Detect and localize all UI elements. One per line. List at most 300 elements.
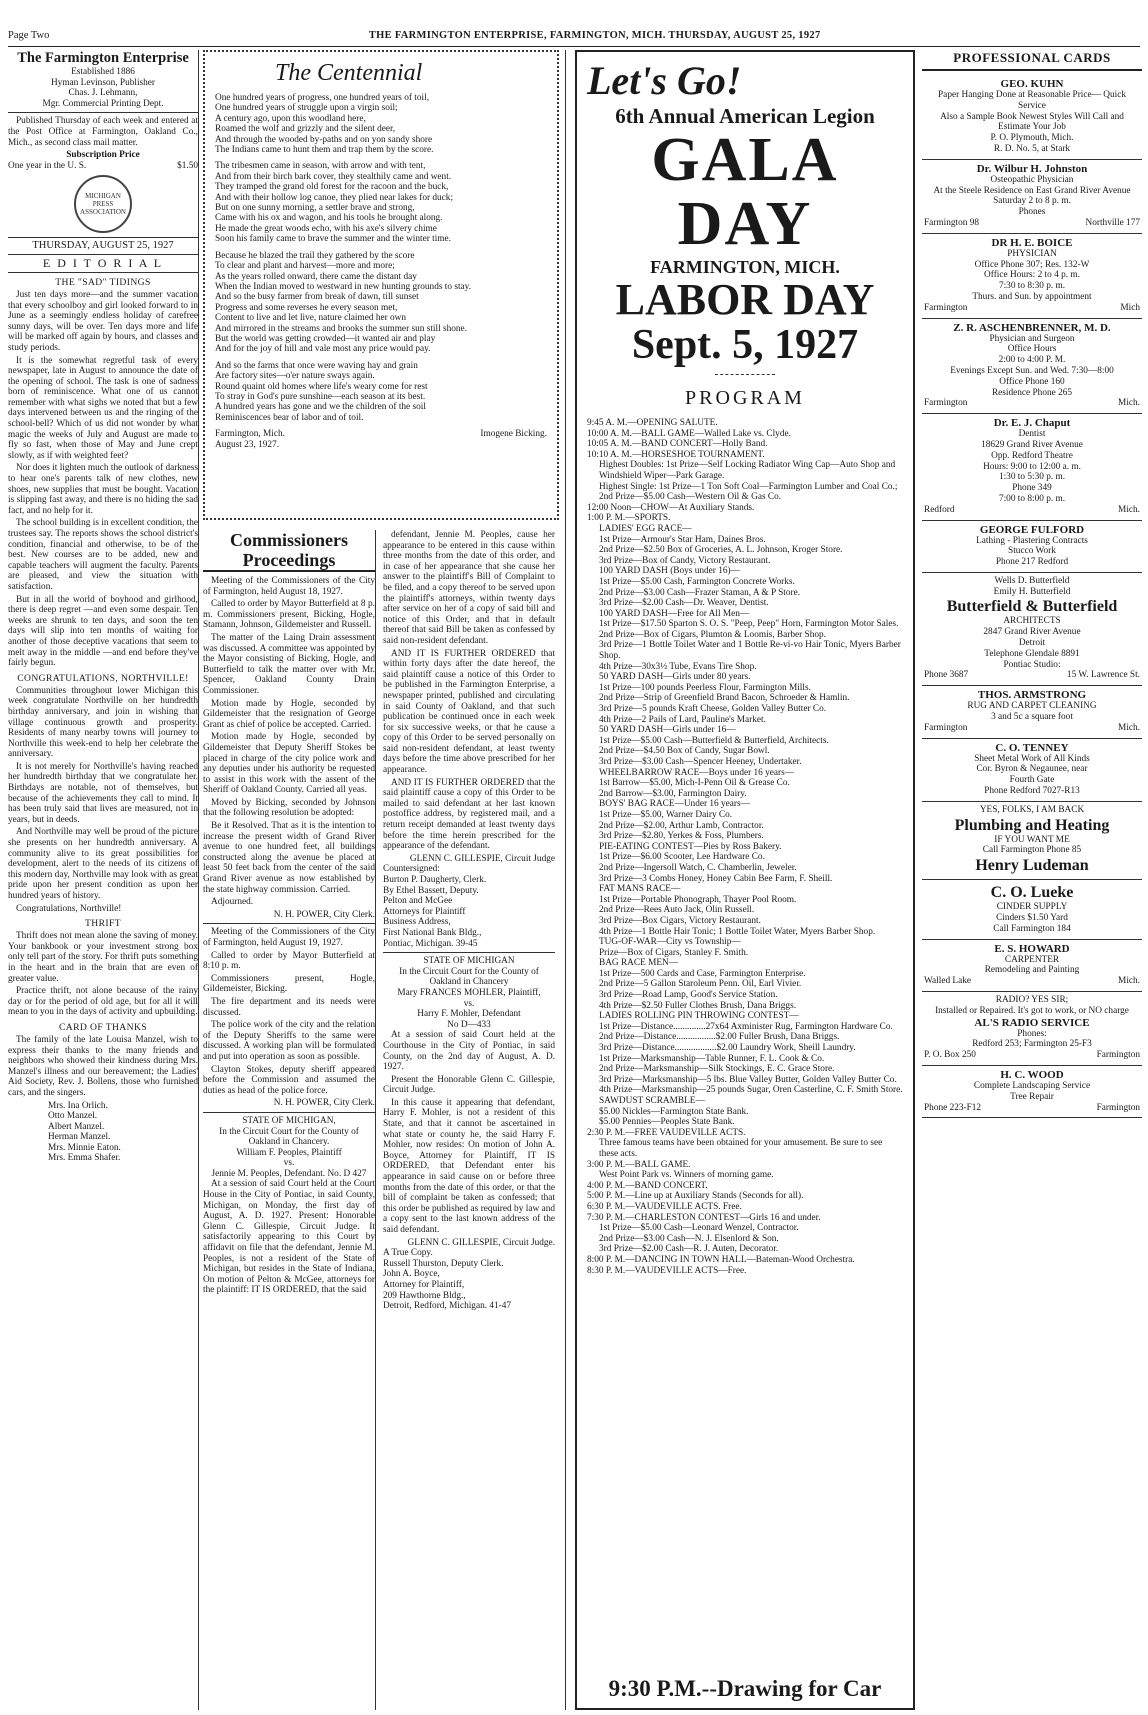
poem-stanza (215, 161, 547, 244)
card-footer (924, 303, 1140, 314)
program-item: 1st Prize—$6.00 Scooter, Lee Hardware Co. (599, 852, 765, 863)
card-line: 2847 Grand River Avenue (983, 627, 1081, 638)
annual-legion-line: 6th Annual American Legion (615, 104, 875, 128)
program-item: 8:30 P. M.—VAUDEVILLE ACTS—Free. (587, 1265, 747, 1276)
card-name: H. C. WOOD (1000, 1069, 1064, 1081)
program-item: 2nd Prize—$4.50 Box of Candy, Sugar Bowl. (599, 746, 770, 757)
poem-line: Roamed the wolf and grizzly and the silent deer, (215, 124, 396, 135)
countersigned-line: By Ethel Bassett, Deputy. (383, 885, 479, 896)
labor-day-headline: LABOR DAY (615, 275, 875, 324)
card-footer (924, 723, 1140, 734)
card-line: YES, FOLKS, I AM BACK (979, 804, 1085, 815)
legal-header-line: vs. (463, 998, 475, 1009)
staff-line: Chas. J. Lehmann, (68, 88, 138, 99)
program-item: 3rd Prize—Distance..................$2.00 Laundry Work, Sheill Laundry. (599, 1043, 856, 1054)
card-line: Phones (1018, 207, 1046, 218)
card-name: Z. R. ASCHENBRENNER, M. D. (953, 321, 1111, 334)
card-footer-text: Mich. (1118, 504, 1140, 515)
paragraph: Motion made by Hogle, seconded by Gildemeister that Deputy Sheriff Stokes be placed in charge of the city police work and any deputies under his authority be requested to assist in this work with the assent of the Sheriff of Oakland County. Carried all yeas. (203, 732, 375, 796)
legal-notice-peoples-text: At a session of said Court held at the Court House in the City of Pontiac, in said County, Michigan, on Monday, the first day of August, A. D. 1927. Present: Honorable Glenn C. Gillespie, Circuit Judge. It satisfactorily appearing to this Court by affidavit on file that the defendant, Jennie M. Peoples, is not a resident of the State of Michigan, but resides in the State of Indiana, On motion of Pelton & McGee, attorneys for the plaintiff: IT IS ORDERED, that the said (203, 1179, 375, 1296)
card-line: Pontiac Studio: (1003, 659, 1061, 670)
countersigned-line: Countersigned: (383, 864, 440, 875)
card-line: RUG AND CARPET CLEANING (967, 701, 1097, 712)
thrift-heading: THRIFT (85, 918, 121, 930)
card-footer-text: Phone 223-F12 (924, 1102, 982, 1113)
program-item: FAT MANS RACE— (599, 884, 681, 895)
card-line: Evenings Except Sun. and Wed. 7:30—8:00 (950, 365, 1114, 376)
card-line: Complete Landscaping Service (973, 1081, 1091, 1091)
staff-line: Mgr. Commercial Printing Dept. (42, 98, 164, 109)
paragraph: Commissioners present, Hogle, Gildemeister, Bicking. (203, 973, 375, 995)
farmington-line: FARMINGTON, MICH. (650, 257, 840, 277)
card-footer-text: Farmington 98 (924, 217, 980, 228)
subscription-label: One year in the U. S. (8, 160, 87, 171)
card-footer-text: Mich. (1118, 398, 1140, 409)
program-item: 1st Barrow—$5.00, Mich-I-Penn Oil & Grease Co. (599, 778, 790, 789)
card-line: 7:30 to 8:30 p. m. (998, 281, 1066, 292)
poem-line: To clear and plant and harvest—more and more; (215, 261, 395, 272)
poem-line: When the Indian moved to westward in new hunting grounds to stay. (215, 281, 472, 292)
program-item: 2nd Barrow—$3.00, Farmington Dairy. (599, 788, 747, 799)
card-kuhn (922, 75, 1142, 160)
card-howard (922, 940, 1142, 992)
program-item: 1st Prize—Armour's Star Ham, Daines Bros. (599, 534, 766, 545)
program-item: 1st Prize—$5.00 Cash—Butterfield & Butterfield, Architects. (599, 735, 829, 746)
card-line: Call Farmington 184 (993, 923, 1071, 934)
paragraph: The matter of the Laing Drain assessment was discussed. A committee was appointed by the Mayor consisting of Bicking, Hogle, and Butterfield to talk the matter over with Mr. Spencer, Oakland County Drain Commissioner. (203, 632, 375, 696)
program-item: 3:00 P. M.—BALL GAME. (587, 1159, 691, 1170)
paragraph: Congratulations, Northville! (16, 903, 122, 914)
congratulations-article (8, 686, 198, 914)
card-line: Osteopathic Physician (990, 174, 1074, 185)
countersigned-line: Pontiac, Michigan. 39-45 (383, 938, 478, 949)
program-item: 3rd Prize—$2.00 Cash—R. J. Auten, Decorator. (599, 1244, 779, 1255)
poem-line: Are factory sites—o'er nature sways again. (215, 371, 375, 382)
subscription-price: $1.50 (177, 160, 198, 171)
page-number: Page Two (8, 30, 50, 41)
card-chaput (922, 414, 1142, 520)
card-line: 3 and 5c a square foot (991, 712, 1073, 723)
program-item: 2nd Prize—Distance.................$2.00 Fuller Brush, Dana Briggs. (599, 1032, 840, 1043)
paragraph: Called to order by Mayor Butterfield at 8:10 p. m. (203, 950, 375, 972)
countersigned-line: Attorneys for Plaintiff (383, 906, 466, 917)
program-item: 3rd Prize—Box Cigars, Victory Restaurant. (599, 915, 761, 926)
drawing-for-car: 9:30 P.M.--Drawing for Car (608, 1676, 882, 1701)
paragraph: Clayton Stokes, deputy sheriff appeared before the Commission and assumed the duties as head of the police force. (203, 1064, 375, 1096)
program-item: 3rd Prize—$2.00 Cash—Dr. Weaver, Dentist. (599, 598, 769, 609)
poem-line: One hundred years of progress, one hundred years of toil, (215, 93, 430, 103)
paragraph: The school building is in excellent condition, the trustees say. The reports shows the school district's condition, financial and otherwise, to be of the best. New courses are to be added, new and capable teachers will augment the faculty. Parents are pleased, and view the situation with satisfaction. (8, 518, 198, 592)
card-footer (924, 398, 1140, 409)
card-line: CARPENTER (1004, 954, 1060, 965)
card-johnston (922, 160, 1142, 234)
program-item: 10:10 A. M.—HORSESHOE TOURNAMENT. (587, 449, 765, 460)
legal-header-line: Mary FRANCES MOHLER, Plaintiff, (397, 987, 541, 998)
card-line: Also a Sample Book Newest Styles Will Call and Estimate Your Job (940, 111, 1124, 133)
legal-notice-continued (383, 530, 555, 852)
card-signers (8, 1101, 198, 1165)
program-item: 1st Prize—100 pounds Peerless Flour, Farmington Mills. (599, 682, 811, 693)
card-line: Cor. Byron & Negaunee, near (976, 764, 1088, 775)
subscription-line (8, 161, 198, 171)
program-item: 2nd Prize—Box of Cigars, Plumton & Loomis, Barber Shop. (599, 629, 826, 640)
poem-line: But on one sunny morning, a settler brave and strong, (215, 203, 415, 214)
card-footer (924, 976, 1140, 987)
program-item: 3rd Prize—$2.80, Yerkes & Foss, Plumbers. (599, 831, 764, 842)
card-line: Phone 349 (1012, 483, 1052, 494)
program-item: WHEELBARROW RACE—Boys under 16 years— (599, 767, 795, 778)
poem-line: He made the great woods echo, with his axe's silvery chime (215, 223, 437, 234)
program-item: 4th Prize—Marksmanship—25 pounds Sugar, Oren Casterline, C. F. Smith Store. (599, 1085, 903, 1096)
copy-line: Russell Thurston, Deputy Clerk. (383, 1258, 504, 1269)
card-line: R. D. No. 5, at Stark (993, 143, 1071, 154)
countersigned-line: First National Bank Bldg., (383, 927, 482, 938)
card-line: Phones: (1017, 1028, 1047, 1039)
card-line: Detroit (1018, 638, 1046, 649)
card-line: At the Steele Residence on East Grand River Avenue (933, 185, 1131, 196)
program-item: 10:05 A. M.—BAND CONCERT—Holly Band. (587, 439, 768, 450)
card-line: Wells D. Butterfield (994, 575, 1070, 586)
legal-header-line: No D—433 (447, 1019, 491, 1030)
paragraph: Present the Honorable Glenn C. Gillespie, Circuit Judge. (383, 1074, 555, 1096)
program-item: 3rd Prize—1 Bottle Toilet Water and 1 Bottle Re-vi-vo Hair Tonic, Myers Barber Shop. (599, 640, 901, 662)
card-line: Hours: 9:00 to 12:00 a. m. (983, 461, 1081, 472)
card-line: Office Phone 160 (999, 376, 1065, 387)
paragraph: Practice thrift, not alone because of the rainy day or for the period of old age, but for all it will mean to you in the days of activity and upbuilding. (8, 986, 198, 1018)
card-footer (924, 1050, 1140, 1061)
poem-stanza (215, 251, 547, 355)
editorial-heading: E D I T O R I A L (42, 256, 164, 271)
program-item: 100 YARD DASH (Boys under 16)— (599, 566, 740, 577)
paragraph: Meeting of the Commissioners of the City of Farmington, held August 18, 1927. (203, 576, 375, 597)
card-line: PHYSICIAN (1007, 248, 1057, 259)
program-item: 8:00 P. M.—DANCING IN TOWN HALL—Bateman-Wood Orchestra. (587, 1254, 855, 1265)
program-item: 6:30 P. M.—VAUDEVILLE ACTS. Free. (587, 1201, 742, 1212)
paragraph: Nor does it lighten much the outlook of darkness to hear one's parents talk of new clothes, new shoes, new supplies that must be bought. Vacation is slipping fast away, and there is no hiding the sad fact, and no help for it. (8, 463, 198, 516)
program-item: 4th Prize—$2.50 Fuller Clothes Brush, Dana Briggs. (599, 1000, 797, 1011)
paper-name: The Farmington Enterprise (17, 50, 189, 66)
card-line: 18629 Grand River Avenue (981, 439, 1083, 450)
card-fulford (922, 521, 1142, 573)
lets-go-headline: Let's Go! (587, 58, 742, 103)
poem-line: As the years rolled onward, there came the distant day (215, 271, 417, 282)
program-item: $5.00 Nickles—Farmington State Bank. (599, 1106, 749, 1117)
card-line: Office Hours (1007, 344, 1057, 355)
poem-line: One hundred years of struggle upon a virgin soil; (215, 103, 398, 114)
card-footer-text: Farmington (924, 722, 968, 733)
congratulations-heading: CONGRATULATIONS, NORTHVILLE! (17, 672, 189, 684)
program-item: 4th Prize—2 Pails of Lard, Pauline's Market. (599, 714, 766, 725)
staff-line: Hyman Levinson, Publisher (50, 77, 156, 88)
cards-list (922, 75, 1142, 1118)
poem-line: And for the joy of hill and vale most any price would pay. (215, 344, 431, 355)
card-footer-text: Mich (1120, 302, 1140, 313)
poem-line: To stray in God's pure sunshine—each season at its best. (215, 391, 426, 402)
program-item: 1st Prize—$17.50 Sparton S. O. S. "Peep, Peep" Horn, Farmington Motor Sales. (599, 619, 899, 630)
program-item: 2nd Prize—Rees Auto Jack, Olin Russell. (599, 905, 755, 916)
program-item: West Point Park vs. Winners of morning game. (599, 1170, 774, 1181)
copy-line: John A. Boyce, (383, 1269, 440, 1280)
paragraph: And Northville may well be proud of the picture she presents on her hundredth anniversary. A community alive to its great possibilities for development, alert to the needs of its citizens of this modern day, Northville may look with as great pride upon her present condition as upon her hundred years of history. (8, 827, 198, 901)
card-line: Opp. Redford Theatre (991, 450, 1073, 461)
masthead (8, 30, 1140, 47)
card-radio (922, 992, 1142, 1066)
established: Established 1886 (71, 67, 135, 77)
card-line: Installed or Repaired. It's got to work, or NO charge (935, 1005, 1129, 1016)
card-name: GEO. KUHN (1000, 78, 1064, 90)
paragraph: Called to order by Mayor Butterfield at 8 p. m. Commissioners present, Bicking, Hogle, Stamann, Johnson, Gildemeister and Russell. (203, 599, 375, 631)
program-item: Prize—Box of Cigars, Stanley F. Smith. (599, 947, 749, 958)
card-plumb (922, 802, 1142, 880)
program-item: LADIES' EGG RACE— (599, 523, 692, 534)
paragraph: Adjourned. (211, 897, 254, 908)
copy-line: Attorney for Plaintiff, (383, 1279, 465, 1290)
signer: Albert Manzel. (48, 1121, 105, 1132)
poem-stanza (215, 93, 547, 155)
legal-header-line: STATE OF MICHIGAN, (242, 1115, 336, 1126)
program-item: Three famous teams have been obtained for your amusement. Be sure to see these acts. (599, 1138, 883, 1159)
program-item: 1st Prize—$5.00 Cash—Leonard Wenzel, Contractor. (599, 1223, 799, 1234)
poem-line: They tramped the grand old forest for the racoon and the buck, (215, 182, 449, 193)
card-footer-text: 15 W. Lawrence St. (1066, 670, 1140, 681)
countersigned-block (383, 864, 555, 949)
card-line: RADIO? YES SIR; (995, 995, 1069, 1006)
program-item: 1st Prize—$5.00 Cash, Farmington Concrete Works. (599, 576, 795, 587)
sad-tidings-heading: THE "SAD" TIDINGS (55, 276, 151, 288)
signer: Otto Manzel. (48, 1111, 98, 1122)
card-footer (924, 505, 1140, 516)
program-item: 2nd Prize—Marksmanship—Silk Stockings, E. C. Grace Store. (599, 1064, 835, 1075)
card-name: Butterfield & Butterfield (946, 598, 1118, 616)
editorial-column (8, 50, 199, 1710)
program-item: Highest Single: 1st Prize—1 Ton Soft Coal—Farmington Lumber and Coal Co.; 2nd Prize—$5.00 Cash—Western Oil & Gas Co. (599, 481, 898, 503)
program-item: 4:00 P. M.—BAND CONCERT. (587, 1180, 708, 1191)
press-association-seal-icon: MICHIGAN PRESS ASSOCIATION (74, 175, 132, 233)
program-item: 3rd Prize—$3.00 Cash—Spencer Heeney, Undertaker. (599, 757, 802, 767)
card-line: Remodeling and Painting (984, 965, 1080, 976)
judge-signature: GLENN C. GILLESPIE, Circuit Judge (409, 853, 555, 864)
card-footer-text: Mich. (1118, 976, 1140, 987)
card-footer-text: Farmington (1096, 1050, 1140, 1061)
card-line: Office Hours: 2 to 4 p. m. (984, 270, 1080, 281)
program-item: BAG RACE MEN— (599, 958, 679, 969)
poem-line: The tribesmen came in season, with arrow and with tent, (215, 161, 426, 172)
card-footer-text: Mich. (1118, 722, 1140, 733)
paragraph: But in all the world of boyhood and girlhood, there is deep regret —and even some despair. Ten weeks are shrunk to ten days, and soon the ten days will slip into ten months of waiting for another of those deceptive vacations that seem to melt away in the middle —and end before they've fairly begun. (8, 594, 198, 669)
thrift-article (8, 931, 198, 1018)
card-arm (922, 686, 1142, 738)
clerk-signature-1: N. H. POWER, City Clerk. (273, 909, 375, 920)
card-name: THOS. ARMSTRONG (977, 689, 1087, 702)
sad-tidings-article (8, 290, 198, 669)
program-item: 2nd Prize—$2.00, Arthur Lamb, Contractor. (599, 820, 764, 831)
paragraph: Meeting of the Commissioners of the City of Farmington, held August 19, 1927. (203, 927, 375, 948)
gala-day-advertisement (575, 50, 915, 1710)
paragraph: Motion made by Hogle, seconded by Gildemeister that the resignation of George Grant as chief of police be accepted. Carried. (203, 698, 375, 730)
program-item: 100 YARD DASH—Free for All Men— (599, 608, 750, 619)
legal-header-line: In the Circuit Court for the County of Oakland in Chancery (399, 966, 539, 988)
card-line: Emily H. Butterfield (993, 586, 1071, 597)
card-footer-text: Farmington (924, 302, 968, 313)
card-line: Thurs. and Sun. by appointment (972, 291, 1092, 302)
program-item: 4th Prize—1 Bottle Hair Tonic; 1 Bottle Toilet Water, Myers Barber Shop. (599, 926, 876, 937)
poem-line: And through the wooded by-paths and on yon sandy shore (215, 134, 433, 145)
paragraph: defendant, Jennie M. Peoples, cause her appearance to be entered in this cause within three months from the date of this order, and in case of her appearance that she cause her answer to the plaintiff's Bill of Complaint to be filed, and a copy thereof to be served upon the plaintiff's attorneys, within twenty days after service on her of a copy of said bill and notice of this Order, and that in default thereof that said Bill be taken as confessed by said non-resident defendant. (383, 530, 555, 646)
poem-line: A hundred years has gone and we the children of the soil (215, 402, 426, 413)
paragraph: Thrift does not mean alone the saving of money. Your bankbook or your investment strong box only tell part of the story. For thrift puts something in the heart and in the brain that are even of greater value. (8, 931, 198, 984)
card-line: Phone Redford 7027-R13 (984, 786, 1080, 797)
signer: Mrs. Emma Shafer. (48, 1153, 121, 1164)
card-footer-text: Redford (924, 504, 955, 515)
program-item: 4th Prize—30x3½ Tube, Evans Tire Shop. (599, 661, 757, 672)
legal-header-line: William F. Peoples, Plaintiff (236, 1147, 342, 1158)
poem-line: And mirrored in the streams and brooks the summer sun still shone. (215, 323, 468, 334)
program-item: 9:45 A. M.—OPENING SALUTE. (587, 418, 718, 428)
program-item: 1st Prize—Marksmanship—Table Runner, F. L. Cook & Co. (599, 1053, 825, 1064)
card-footer-text: Walled Lake (924, 976, 972, 987)
countersigned-line: Burton P. Daugherty, Clerk. (383, 875, 487, 885)
card-line: 2:00 to 4:00 P. M. (998, 355, 1066, 366)
legal-notice-mohler-text (383, 1030, 555, 1235)
poem-line: And so the busy farmer from break of dawn, till sunset (215, 292, 419, 303)
card-boice (922, 234, 1142, 319)
card-wood (922, 1066, 1142, 1118)
program-item: PIE-EATING CONTEST—Pies by Ross Bakery. (599, 841, 782, 852)
program-item: 2nd Prize—Ingersoll Watch, C. Chamberlin, Jeweler. (599, 862, 797, 873)
program-item: 1st Prize—500 Cards and Case, Farmington Enterprise. (599, 968, 806, 979)
paragraph: The fire department and its needs were discussed. (203, 996, 375, 1018)
card-line: Dentist (1018, 429, 1046, 440)
proceedings-text-2 (203, 927, 375, 1096)
card-line: Saturday 2 to 8 p. m. (993, 196, 1071, 207)
paragraph: AND IT IS FURTHER ORDERED that within forty days after the date hereof, the said plaintiff cause a notice of this Order to be published in the Farmington Enterprise, a newspaper printed, published and circulating in said County of Oakland, and that such publication be continued once in each week for six successive weeks, or that he cause a copy of this Order to be served personally on said non-resident defendant, at least twenty days before the time above prescribed for her appearance. (383, 648, 555, 776)
program-item: 2nd Prize—$2.50 Box of Groceries, A. L. Johnson, Kroger Store. (599, 545, 843, 556)
poem-stanzas (215, 93, 547, 423)
paragraph: Be it Resolved. That as it is the intention to increase the present width of Grand River avenue to one hundred feet, all buildings constructed along the avenue be placed at least 50 feet back from the center of the said Grand River avenue as now established by the state highway commission. Carried. (203, 821, 375, 895)
commissioners-proceedings (203, 530, 376, 1710)
program-item: 2:30 P. M.—FREE VAUDEVILLE ACTS. (587, 1127, 746, 1138)
program-item: 5:00 P. M.—Line up at Auxiliary Stands (Seconds for all). (587, 1191, 804, 1202)
program-item: 10:00 A. M.—BALL GAME—Walled Lake vs. Clyde. (587, 428, 791, 439)
card-of-thanks-text: The family of the late Louisa Manzel, wish to express their thanks to the many friends and neighbors who showed their kindness during Mrs. Manzel's illness and our bereavement; the Ladies' Aid Society, Rev. J. Bollens, those who furnished cars, and the singers. (8, 1034, 198, 1098)
card-line: Call Farmington Phone 85 (982, 845, 1082, 856)
card-line: Telephone Glendale 8891 (984, 648, 1080, 659)
poem-stanza (215, 361, 547, 423)
program-item: 50 YARD DASH—Girls under 16— (599, 725, 736, 736)
legal-header-line: Jennie M. Peoples, Defendant. No. D 427 (211, 1168, 367, 1179)
card-butter (922, 573, 1142, 686)
card-asch (922, 319, 1142, 415)
poem-title: The Centennial (275, 60, 423, 86)
program-item: 2nd Prize—$3.00 Cash—Frazer Staman, A & P Store. (599, 587, 801, 598)
card-line: IF YOU WANT ME (994, 834, 1070, 845)
true-copy-block (383, 1248, 555, 1312)
masthead-title: THE FARMINGTON ENTERPRISE, FARMINGTON, MICH. THURSDAY, AUGUST 25, 1927 (368, 30, 821, 41)
copy-line: Detroit, Redford, Michigan. 41-47 (383, 1301, 512, 1312)
program-item: 2nd Prize—5 Gallon Staroleum Penn. Oil, Earl Vivier. (599, 979, 802, 990)
card-line: Cinders $1.50 Yard (996, 913, 1068, 924)
card-line: Lathing - Plastering Contracts (976, 535, 1088, 546)
poem-line: Round quaint old homes where life's weary come for rest (215, 381, 428, 392)
legal-notices (383, 530, 555, 1710)
card-footer (924, 1103, 1140, 1114)
paragraph: Communities throughout lower Michigan this week congratulate Northville on her hundredth birthday anniversary, and join in wishing that village continuous growth and prosperity. Residents of many nearby towns will journey to Northville this week-end to help her celebrate the anniversary. (8, 685, 198, 760)
card-name: GEORGE FULFORD (979, 523, 1085, 536)
paragraph: Moved by Bicking, seconded by Johnson that the following resolution be adopted: (203, 797, 375, 819)
poem-line: And with their hollow log canoe, they plied near lakes for duck; (215, 192, 454, 203)
judge-signature-2: GLENN C. GILLESPIE, Circuit Judge. (407, 1237, 555, 1248)
poem-line: And so the farms that once were waving hay and grain (215, 360, 418, 371)
paragraph: At a session of said Court held at the Courthouse in the City of Pontiac, in said County, on the 2nd day of August, A. D. 1927. (383, 1030, 555, 1073)
gala-day-headline: GALA DAY (651, 126, 839, 258)
subscription-heading: Subscription Price (66, 150, 140, 161)
program-item: TUG-OF-WAR—City vs Township— (599, 937, 741, 948)
card-line: Residence Phone 265 (991, 387, 1073, 398)
card-footer (924, 670, 1140, 681)
card-line: 1:30 to 5:30 p. m. (998, 472, 1066, 483)
card-lueke (922, 880, 1142, 939)
card-line: Physician and Surgeon (989, 333, 1075, 344)
paragraph: In this cause it appearing that defendant, Harry F. Mohler, is not a resident of this State, and that it cannot be ascertained in what state or county he, the said Harry F. Mohler, now resides: On motion of John A. Boyce, Attorney for Plaintiff, IT IS ORDERED, that Defendant enter his appearance in said cause on or before three months from the date of this order, or that the bill of complaint be taken as confessed; that this order be published as required by law and a copy sent to the last known address of the said defendant. (383, 1097, 555, 1235)
poem-line: A century ago, upon this woodland here, (215, 113, 366, 124)
staff-list (8, 78, 198, 110)
legal-header-line: Harry F. Mohler, Defendant (417, 1009, 521, 1020)
program-item: 1st Prize—$5.00, Warner Dairy Co. (599, 809, 733, 820)
event-date: Sept. 5, 1927 (631, 322, 859, 368)
program-item: 2nd Prize—Strip of Greenfield Brand Bacon, Schroeder & Hamlin. (599, 693, 850, 704)
card-line: P. O. Plymouth, Mich. (990, 133, 1074, 144)
card-name: Plumbing and Heating (954, 816, 1110, 834)
poem-line: Because he blazed the trail they gathered by the score (215, 250, 415, 261)
card-line: Redford 253; Farmington 25-F3 (972, 1039, 1092, 1050)
card-line: Office Phone 307; Res. 132-W (974, 259, 1090, 270)
card-footer-text: Farmington (924, 398, 968, 409)
legal-header-line: STATE OF MICHIGAN (423, 956, 515, 967)
paragraph: It is the somewhat regretful task of every newspaper, late in August to announce the date of the opening of school. The task is one of sadness born of reminiscence. What one of us cannot remember with what sighs we noted that but a few days intervened between us and the ringing of the school-bell? Which of us did not wonder by what magic the weeks of July and August are made to fly so fast, when those of May and June crept slowly, as if with weighted feet? (8, 355, 198, 461)
card-line: Phone 217 Redford (995, 557, 1069, 568)
card-tenney (922, 739, 1142, 802)
poem-date: August 23, 1927. (215, 439, 280, 450)
poem-line: The Indians came to hunt them and trap them by the score. (215, 145, 434, 156)
card-name: AL'S RADIO SERVICE (974, 1016, 1090, 1029)
program-item: 1st Prize—Portable Phonograph, Thayer Pool Room. (599, 894, 797, 905)
program-item: Highest Doubles: 1st Prize—Self Locking Radiator Wing Cap—Auto Shop and Windshield Wiper—Park Garage. (599, 460, 896, 481)
card-line: Paper Hanging Done at Reasonable Price— Quick Service (938, 90, 1126, 111)
card-line: Tree Repair (1010, 1091, 1054, 1102)
poem-line: But the world was getting crowded—it wanted air and play (215, 333, 436, 344)
program-item: $5.00 Pennies—Peoples State Bank. (599, 1117, 735, 1128)
legal-header-line: In the Circuit Court for the County of Oakland in Chancery. (219, 1126, 359, 1148)
card-name: C. O. Lueke (990, 884, 1074, 902)
card-name: E. S. HOWARD (994, 942, 1070, 955)
program-item: BOYS' BAG RACE—Under 16 years— (599, 799, 750, 810)
card-of-thanks-heading: CARD OF THANKS (58, 1021, 148, 1033)
program-item: 1:00 P. M.—SPORTS. (587, 513, 671, 524)
program-heading: PROGRAM (685, 387, 805, 409)
program-item: 7:30 P. M.—CHARLESTON CONTEST—Girls 16 and under. (587, 1212, 821, 1223)
card-name: Dr. E. J. Chaput (993, 417, 1071, 430)
countersigned-line: Business Address, (383, 917, 451, 928)
proceedings-text (203, 576, 375, 908)
legal-notice-peoples-header (203, 1116, 375, 1180)
countersigned-line: Pelton and McGee (383, 896, 453, 907)
proceedings-title: Commissioners Proceedings (203, 530, 375, 572)
program-item: 50 YARD DASH—Girls under 80 years. (599, 672, 751, 683)
publication-notice: Published Thursday of each week and entered at the Post Office at Farmington, Oakland Co., Mich., as second class mail matter. (8, 116, 198, 148)
program-item: LADIES ROLLING PIN THROWING CONTEST— (599, 1011, 799, 1022)
card-footer-text: Phone 3687 (924, 670, 969, 681)
legal-header-line: vs. (283, 1158, 295, 1169)
